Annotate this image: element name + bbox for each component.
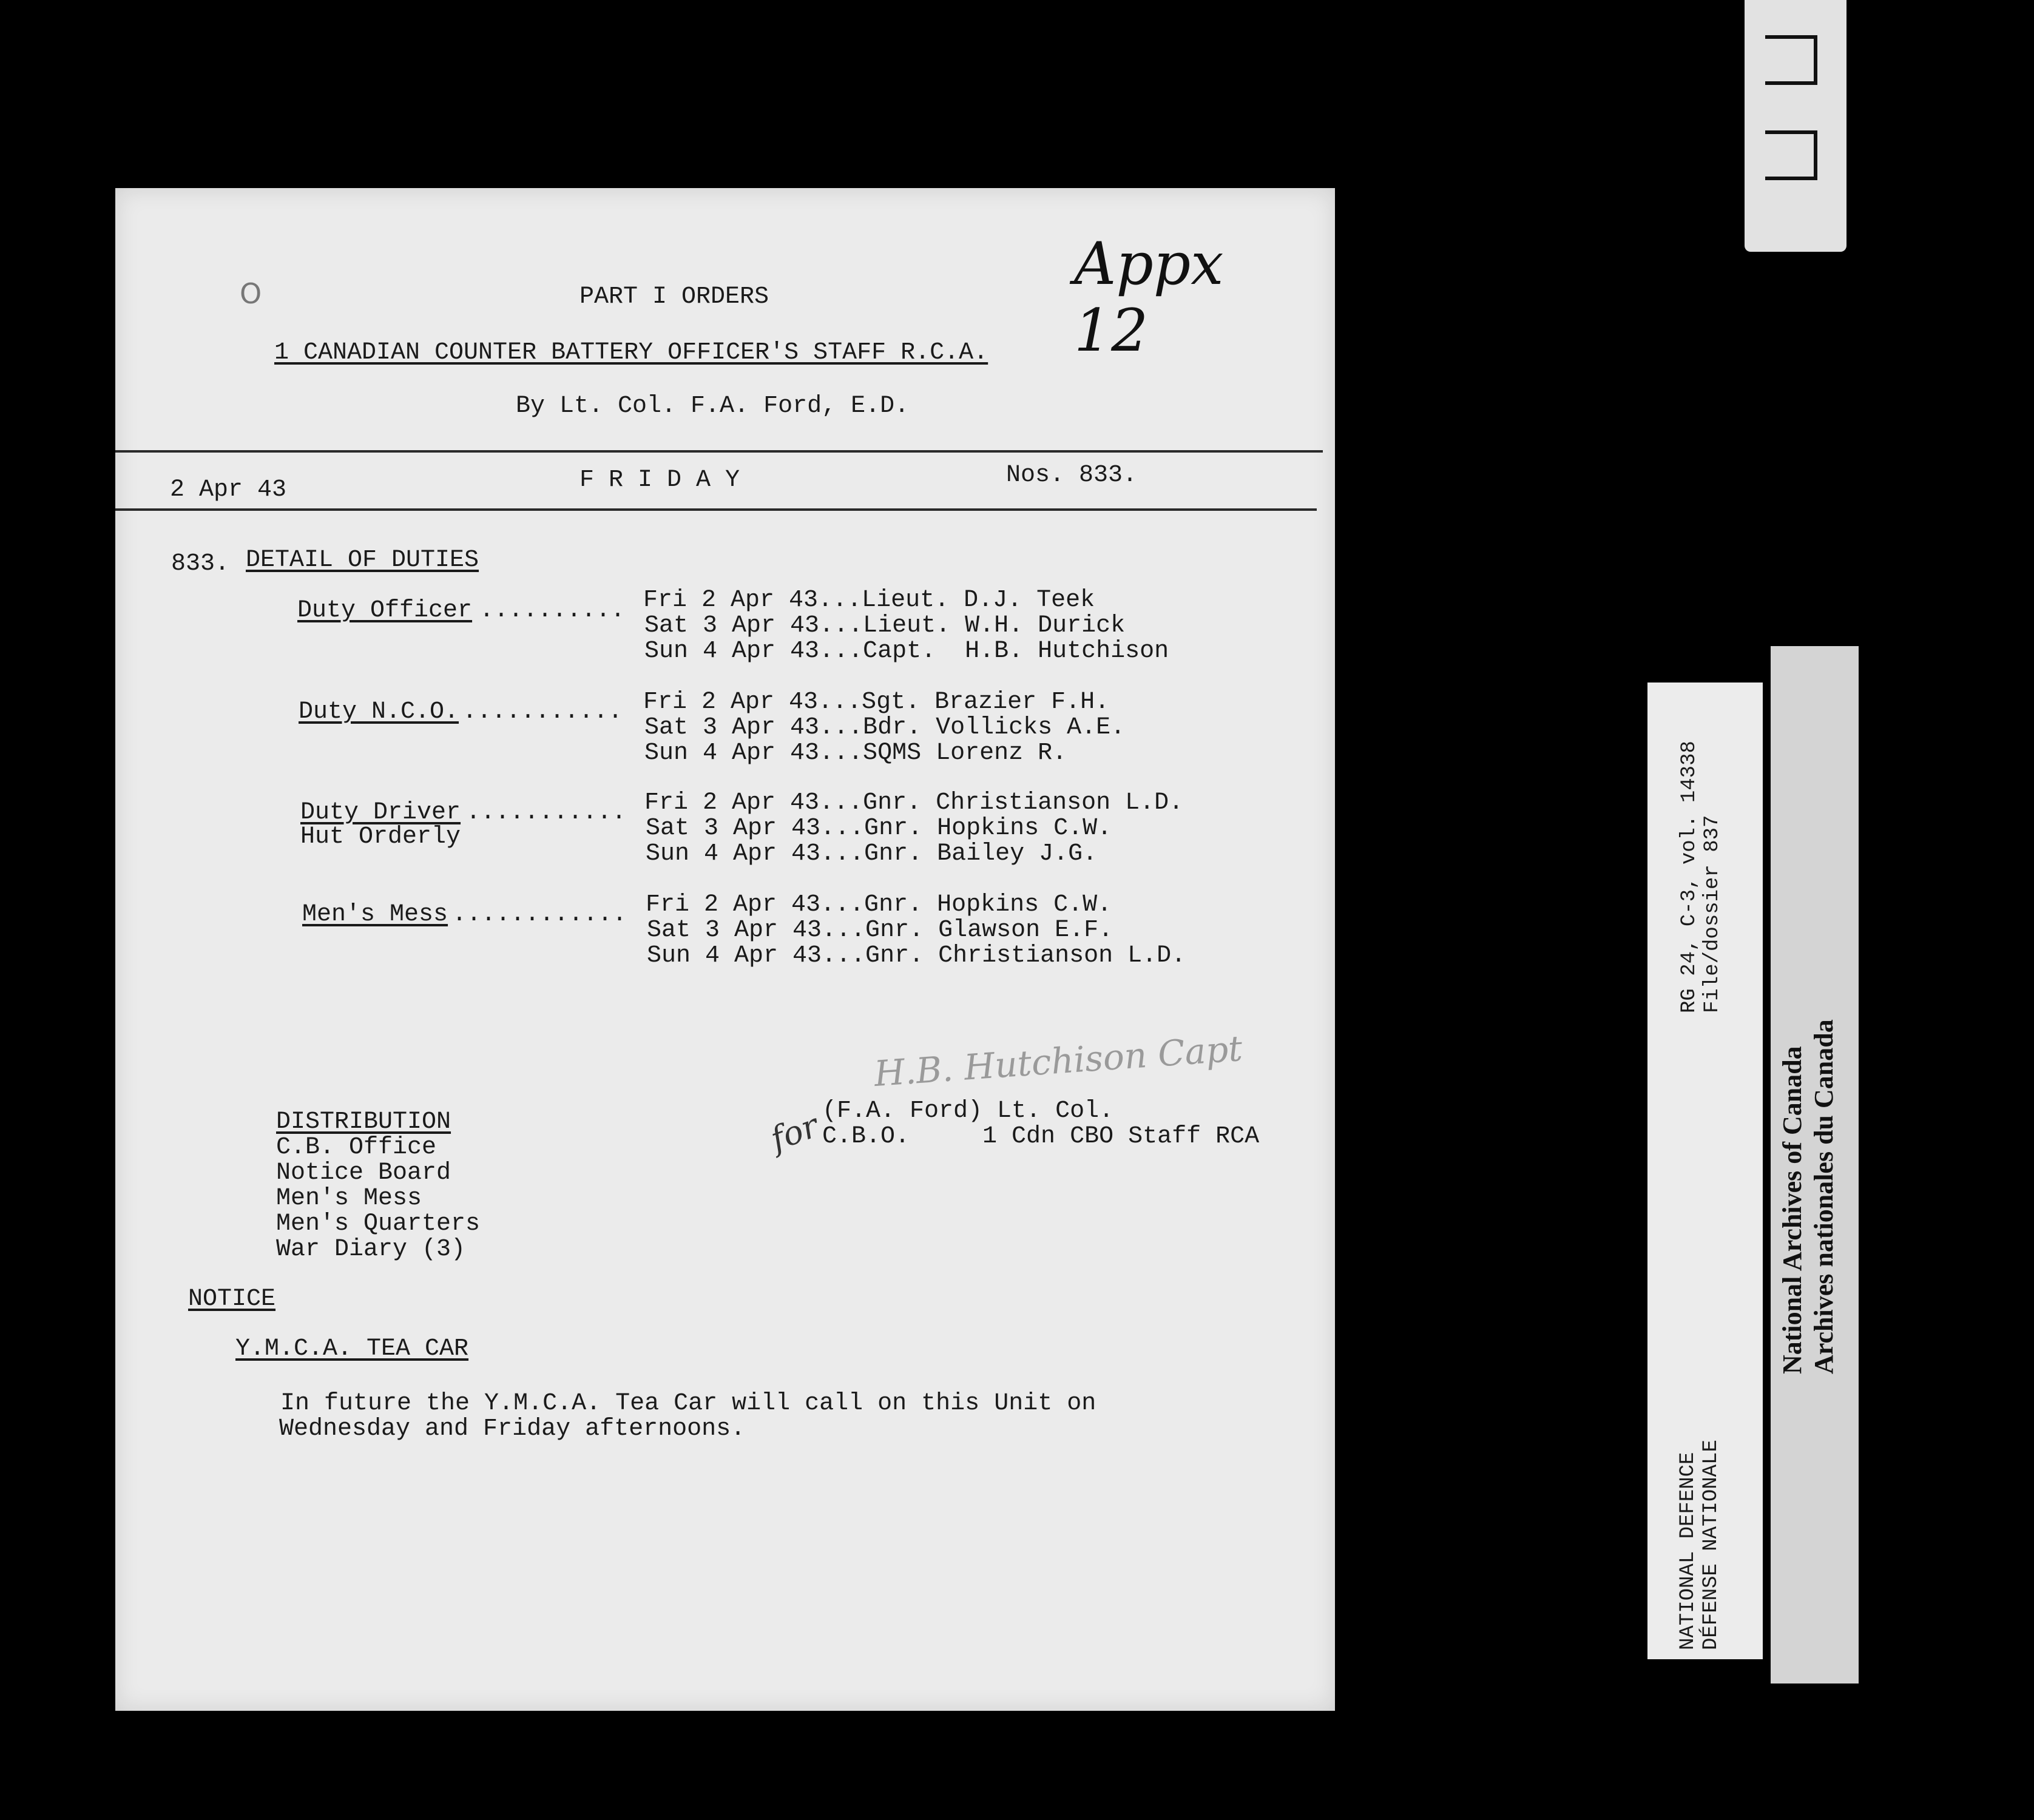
duty-entry: Sun 4 Apr 43...Capt. H.B. Hutchison bbox=[644, 638, 1169, 665]
hole-mark: O bbox=[240, 277, 262, 310]
notice-body: Wednesday and Friday afternoons. bbox=[279, 1415, 746, 1443]
department-name bbox=[1677, 1440, 1723, 1650]
per-mark: for bbox=[765, 1106, 823, 1159]
distribution-item: C.B. Office bbox=[276, 1134, 437, 1161]
dept-line1: NATIONAL DEFENCE bbox=[1677, 1452, 1700, 1650]
duty-entry: Sun 4 Apr 43...SQMS Lorenz R. bbox=[644, 740, 1067, 767]
duty-entry: Sat 3 Apr 43...Gnr. Hopkins C.W. bbox=[646, 815, 1112, 842]
duty-leader: .......... bbox=[479, 597, 626, 624]
duty-entry: Sun 4 Apr 43...Gnr. Bailey J.G. bbox=[646, 840, 1098, 868]
notice-subtitle: Y.M.C.A. TEA CAR bbox=[235, 1335, 469, 1363]
duty-entry: Fri 2 Apr 43...Sgt. Brazier F.H. bbox=[643, 689, 1110, 716]
duty-entry: Fri 2 Apr 43...Lieut. D.J. Teek bbox=[643, 587, 1095, 614]
film-marker-bracket bbox=[1765, 130, 1817, 180]
distribution-item: Men's Quarters bbox=[276, 1210, 481, 1238]
duty-leader: ........... bbox=[466, 799, 627, 826]
distribution-item: Men's Mess bbox=[276, 1185, 422, 1212]
duty-role: Duty Driver bbox=[300, 799, 461, 826]
archives-label-tab bbox=[1771, 646, 1859, 1684]
duty-role: Duty N.C.O. bbox=[299, 698, 459, 726]
appendix-annotation: Appx 12 bbox=[1074, 230, 1224, 365]
film-marker-bracket bbox=[1765, 35, 1817, 85]
distribution-title: DISTRIBUTION bbox=[276, 1108, 451, 1136]
notice-title: NOTICE bbox=[188, 1286, 276, 1313]
archive-ref-line2: File/dossier 837 bbox=[1701, 815, 1724, 1013]
unit-name: 1 CANADIAN COUNTER BATTERY OFFICER'S STAFF R.C.A. bbox=[274, 339, 988, 366]
signature-name: (F.A. Ford) Lt. Col. bbox=[822, 1097, 1114, 1125]
header-rule-top bbox=[115, 450, 1323, 453]
duty-leader: ........... bbox=[462, 698, 623, 726]
order-number: Nos. 833. bbox=[1006, 462, 1138, 489]
duty-entry: Sat 3 Apr 43...Bdr. Vollicks A.E. bbox=[644, 714, 1126, 741]
duty-entry: Sun 4 Apr 43...Gnr. Christianson L.D. bbox=[647, 942, 1186, 969]
distribution-item: Notice Board bbox=[276, 1159, 451, 1187]
by-line: By Lt. Col. F.A. Ford, E.D. bbox=[516, 393, 910, 420]
duty-subrole: Hut Orderly bbox=[300, 823, 461, 851]
orders-title: PART I ORDERS bbox=[579, 283, 769, 311]
archives-label bbox=[1777, 1019, 1840, 1374]
order-date: 2 Apr 43 bbox=[170, 476, 287, 504]
archive-reference bbox=[1678, 741, 1724, 1013]
duty-role: Men's Mess bbox=[302, 901, 448, 928]
order-day: F R I D A Y bbox=[579, 467, 740, 494]
section-title: DETAIL OF DUTIES bbox=[246, 547, 479, 574]
duty-entry: Fri 2 Apr 43...Gnr. Hopkins C.W. bbox=[646, 891, 1112, 918]
duty-role: Duty Officer bbox=[297, 597, 473, 624]
signature-title: C.B.O. 1 Cdn CBO Staff RCA bbox=[822, 1123, 1260, 1150]
duty-leader: ............ bbox=[452, 901, 627, 928]
archive-ref-line1: RG 24, C-3, vol. 14338 bbox=[1678, 741, 1701, 1013]
document-page bbox=[115, 188, 1335, 1711]
distribution-item: War Diary (3) bbox=[276, 1236, 466, 1263]
dept-line2: DÉFENSE NATIONALE bbox=[1700, 1440, 1723, 1650]
archive-reference-tab bbox=[1647, 682, 1763, 1659]
film-marker-stub bbox=[1745, 0, 1846, 252]
duty-entry: Sat 3 Apr 43...Gnr. Glawson E.F. bbox=[647, 917, 1113, 944]
duty-entry: Sat 3 Apr 43...Lieut. W.H. Durick bbox=[644, 612, 1126, 639]
archives-fr: Archives nationales du Canada bbox=[1809, 1019, 1839, 1374]
section-number: 833. bbox=[171, 550, 230, 578]
header-rule-bottom bbox=[115, 508, 1317, 511]
archives-en: National Archives of Canada bbox=[1777, 1046, 1807, 1374]
notice-body: In future the Y.M.C.A. Tea Car will call on this Unit on bbox=[280, 1390, 1096, 1417]
duty-entry: Fri 2 Apr 43...Gnr. Christianson L.D. bbox=[644, 789, 1184, 817]
handwritten-signature: H.B. Hutchison Capt bbox=[873, 1027, 1244, 1095]
